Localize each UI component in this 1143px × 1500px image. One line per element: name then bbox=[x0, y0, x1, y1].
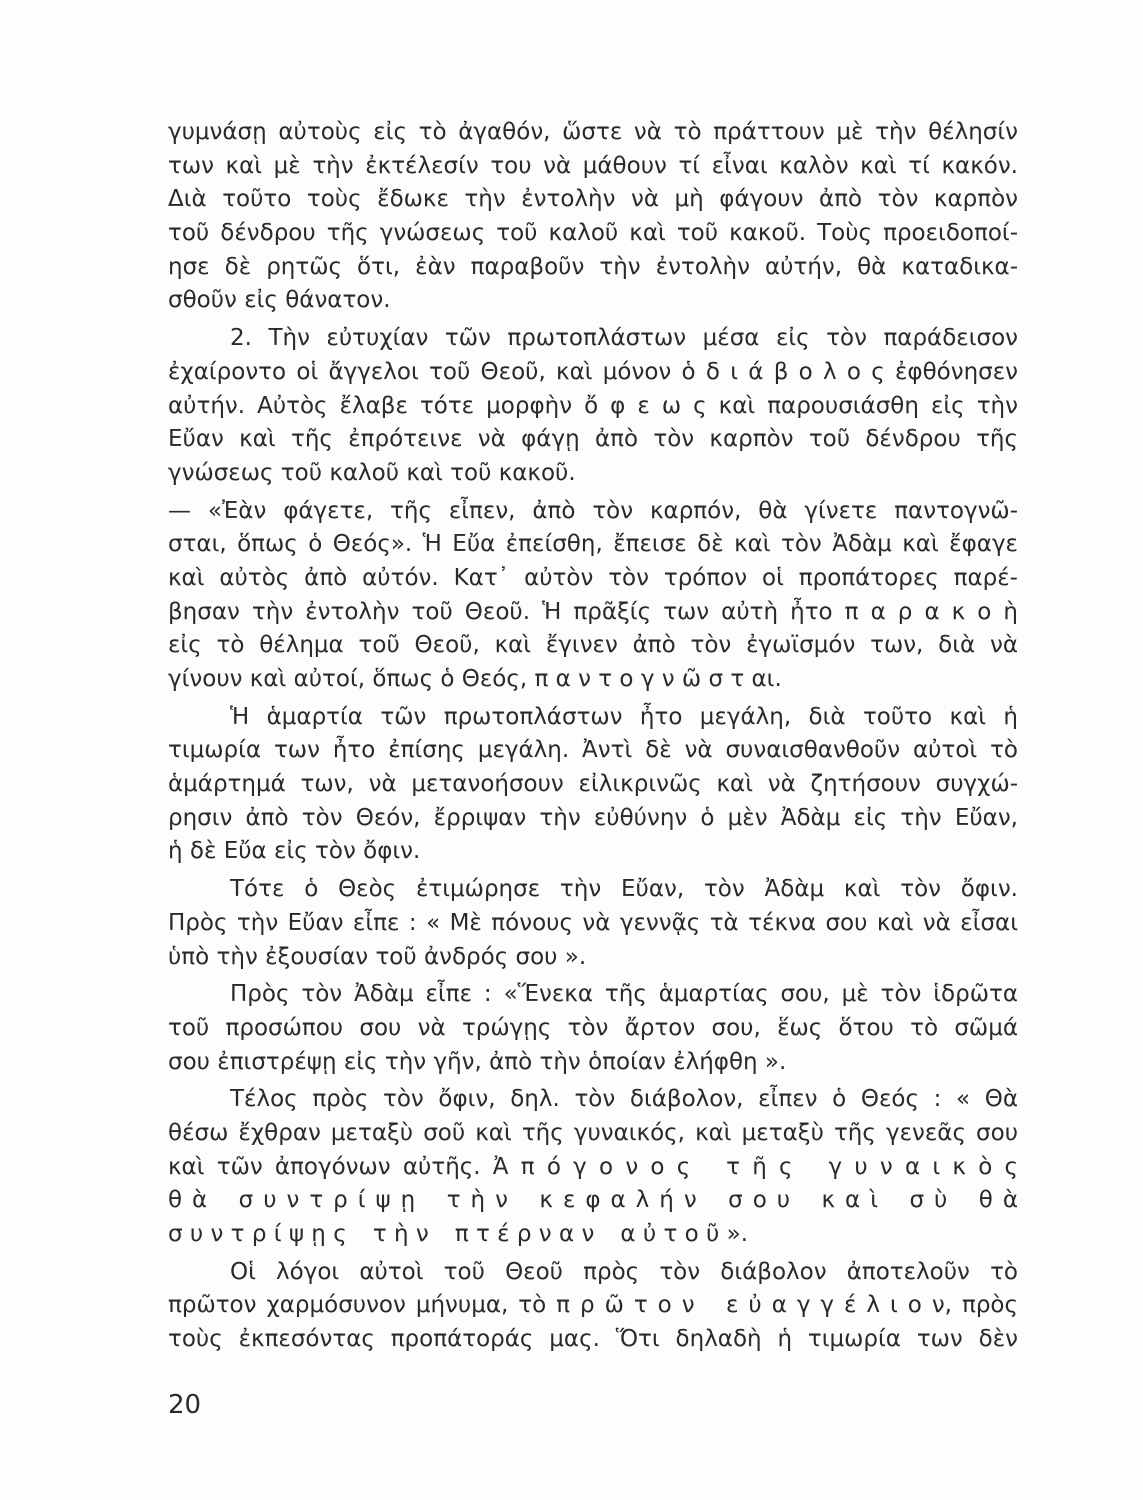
text-line: σ υ ν τ ρ ί ψ ῃ ς τ ὴ ν π τ έ ρ ν α ν α ὐ τ ο ῦ ». bbox=[168, 1221, 749, 1247]
paragraph bbox=[168, 116, 1018, 318]
paragraph bbox=[168, 873, 1018, 974]
text-line: σται, ὅπως ὁ Θεός». Ἡ Εὔα ἐπείσθη, ἔπεισε δὲ καὶ τὸν Ἀδὰμ καὶ ἔφαγε bbox=[168, 531, 1018, 558]
paragraph bbox=[168, 1256, 1018, 1357]
text-line: γίνουν καὶ αὐτοί, ὅπως ὁ Θεός, π α ν τ ο γ ν ῶ σ τ αι. bbox=[168, 666, 782, 692]
paragraph bbox=[168, 322, 1018, 490]
text-line: 2. Τὴν εὐτυχίαν τῶν πρωτοπλάστων μέσα εἰς τὸν παράδεισον bbox=[230, 325, 1018, 352]
paragraph bbox=[168, 495, 1018, 697]
text-line: ρησιν ἀπὸ τὸν Θεόν, ἔρριψαν τὴν εὐθύνην ὁ μὲν Ἀδὰμ εἰς τὴν Εὔαν, bbox=[168, 804, 1018, 831]
body-text bbox=[168, 116, 1018, 1357]
text-line: θέσω ἔχθραν μεταξὺ σοῦ καὶ τῆς γυναικός, καὶ μεταξὺ τῆς γενεᾶς σου bbox=[168, 1119, 1018, 1146]
text-line: τοῦ προσώπου σου νὰ τρώγῃς τὸν ἄρτον σου, ἕως ὅτου τὸ σῶμά bbox=[168, 1014, 1018, 1041]
paragraph bbox=[168, 1083, 1018, 1251]
text-line: τοὺς ἐκπεσόντας προπάτοράς μας. Ὅτι δηλαδὴ ἡ τιμωρία των δὲν bbox=[168, 1326, 1018, 1353]
paragraph bbox=[168, 978, 1018, 1079]
text-line: Πρὸς τὸν Ἀδὰμ εἶπε : «Ἕνεκα τῆς ἁμαρτίας σου, μὲ τὸν ἱδρῶτα bbox=[230, 981, 1018, 1008]
text-line: σου ἐπιστρέψῃ εἰς τὴν γῆν, ἀπὸ τὴν ὁποίαν ἐλήφθη ». bbox=[168, 1048, 787, 1075]
text-line: βησαν τὴν ἐντολὴν τοῦ Θεοῦ. Ἡ πρᾶξίς των αὐτὴ ἦτο π α ρ α κ ο ὴ bbox=[168, 598, 1018, 625]
text-line: καὶ τῶν ἀπογόνων αὐτῆς. Ἀ π ό γ ο ν ο ς τ ῆ ς γ υ ν α ι κ ὸ ς bbox=[168, 1153, 1018, 1180]
text-line: ἡ δὲ Εὔα εἰς τὸν ὄφιν. bbox=[168, 838, 421, 865]
text-line: — «Ἐὰν φάγετε, τῆς εἶπεν, ἀπὸ τὸν καρπόν, θὰ γίνετε παντογνῶ- bbox=[168, 497, 1018, 524]
paragraph bbox=[168, 701, 1018, 869]
text-line: τοῦ δένδρου τῆς γνώσεως τοῦ καλοῦ καὶ τοῦ κακοῦ. Τοὺς προειδοποί- bbox=[168, 220, 1018, 247]
text-line: πρῶτον χαρμόσυνον μήνυμα, τὸ π ρ ῶ τ ο ν ε ὐ α γ γ έ λ ι ο ν, πρὸς bbox=[168, 1292, 1018, 1319]
text-line: αὐτήν. Αὐτὸς ἔλαβε τότε μορφὴν ὄ φ ε ω ς καὶ παρουσιάσθη εἰς τὴν bbox=[168, 392, 1018, 419]
text-line: γνώσεως τοῦ καλοῦ καὶ τοῦ κακοῦ. bbox=[168, 459, 576, 486]
text-line: σθοῦν εἰς θάνατον. bbox=[168, 287, 391, 314]
text-line: καὶ αὐτὸς ἀπὸ αὐτόν. Κατ᾽ αὐτὸν τὸν τρόπον οἱ προπάτορες παρέ- bbox=[168, 564, 1018, 591]
text-line: Πρὸς τὴν Εὔαν εἶπε : « Μὲ πόνους νὰ γεννᾷς τὰ τέκνα σου καὶ νὰ εἶσαι bbox=[168, 909, 1018, 936]
text-line: Ἡ ἁμαρτία τῶν πρωτοπλάστων ἦτο μεγάλη, διὰ τοῦτο καὶ ἡ bbox=[230, 703, 1018, 730]
text-line: Τότε ὁ Θεὸς ἐτιμώρησε τὴν Εὔαν, τὸν Ἀδὰμ καὶ τὸν ὄφιν. bbox=[230, 876, 1018, 903]
text-line: εἰς τὸ θέλημα τοῦ Θεοῦ, καὶ ἔγινεν ἀπὸ τὸν ἐγωϊσμόν των, διὰ νὰ bbox=[168, 632, 1018, 659]
text-line: ἁμάρτημά των, νὰ μετανοήσουν εἰλικρινῶς καὶ νὰ ζητήσουν συγχώ- bbox=[168, 771, 1018, 798]
text-line: τιμωρία των ἦτο ἐπίσης μεγάλη. Ἀντὶ δὲ νὰ συναισθανθοῦν αὐτοὶ τὸ bbox=[168, 737, 1018, 764]
text-line: Τέλος πρὸς τὸν ὄφιν, δηλ. τὸν διάβολον, εἶπεν ὁ Θεός : « Θὰ bbox=[230, 1086, 1018, 1113]
text-line: ἐχαίροντο οἱ ἄγγελοι τοῦ Θεοῦ, καὶ μόνον ὁ δ ι ά β ο λ ο ς ἐφθόνησεν bbox=[168, 358, 1018, 385]
text-line: ὑπὸ τὴν ἐξουσίαν τοῦ ἀνδρός σου ». bbox=[168, 943, 587, 970]
text-line: θ ὰ σ υ ν τ ρ ί ψ ῃ τ ὴ ν κ ε φ α λ ή ν σ ο υ κ α ὶ σ ὺ θ ὰ bbox=[168, 1187, 1018, 1214]
page-number: 20 bbox=[168, 1390, 202, 1420]
text-line: Οἱ λόγοι αὐτοὶ τοῦ Θεοῦ πρὸς τὸν διάβολον ἀποτελοῦν τὸ bbox=[230, 1258, 1018, 1285]
text-line: Εὔαν καὶ τῆς ἐπρότεινε νὰ φάγῃ ἀπὸ τὸν καρπὸν τοῦ δένδρου τῆς bbox=[168, 426, 1018, 453]
text-line: ησε δὲ ρητῶς ὅτι, ἐὰν παραβοῦν τὴν ἐντολὴν αὐτήν, θὰ καταδικα- bbox=[168, 253, 1018, 280]
text-line: Διὰ τοῦτο τοὺς ἔδωκε τὴν ἐντολὴν νὰ μὴ φάγουν ἀπὸ τὸν καρπὸν bbox=[168, 186, 1018, 213]
text-line: των καὶ μὲ τὴν ἐκτέλεσίν του νὰ μάθουν τί εἶναι καλὸν καὶ τί κακόν. bbox=[168, 152, 1018, 179]
text-line: γυμνάσῃ αὐτοὺς εἰς τὸ ἀγαθόν, ὥστε νὰ τὸ πράττουν μὲ τὴν θέλησίν bbox=[168, 119, 1018, 145]
